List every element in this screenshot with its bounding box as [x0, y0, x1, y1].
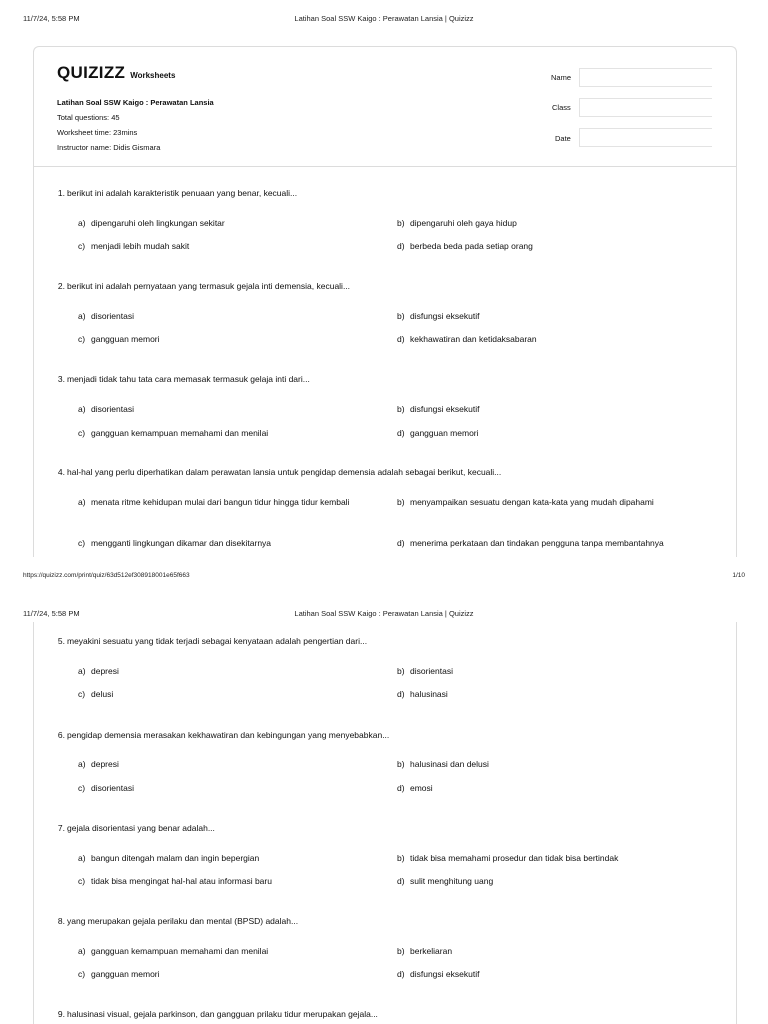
option-text: gangguan kemampuan memahami dan menilai	[91, 946, 269, 956]
total-questions: Total questions: 45	[57, 113, 120, 122]
option-letter: c)	[78, 689, 86, 699]
question-text: pengidap demensia merasakan kekhawatiran dan kebingungan yang menyebabkan...	[67, 730, 390, 740]
option-letter: a)	[78, 946, 86, 956]
option-text: dipengaruhi oleh gaya hidup	[410, 218, 517, 228]
option-text: disorientasi	[91, 311, 134, 321]
print-datetime: 11/7/24, 5:58 PM	[23, 14, 80, 23]
option-letter: c)	[78, 241, 86, 251]
option-letter: d)	[397, 334, 405, 344]
option-text: bangun ditengah malam dan ingin bepergian	[91, 853, 260, 863]
option-text: depresi	[91, 666, 119, 676]
print-page-title: Latihan Soal SSW Kaigo : Perawatan Lansia | Quizizz	[294, 14, 474, 23]
option-letter: a)	[78, 311, 86, 321]
option-letter: a)	[78, 218, 86, 228]
page-number: 1/10	[732, 572, 745, 579]
print-footer	[0, 572, 768, 584]
option-text: menyampaikan sesuatu dengan kata-kata yang mudah dipahami	[410, 497, 654, 507]
option-text: berkeliaran	[410, 946, 453, 956]
question-text: hal-hal yang perlu diperhatikan dalam perawatan lansia untuk pengidap demensia adalah sebagai berikut, kecuali...	[67, 467, 502, 477]
question-number: 7.	[57, 823, 65, 833]
question-number: 9.	[57, 1009, 65, 1019]
option-text: gangguan memori	[91, 969, 160, 979]
instructor-name: Instructor name: Didis Gismara	[57, 143, 161, 152]
option-letter: d)	[397, 969, 405, 979]
option-letter: b)	[397, 666, 405, 676]
option-letter: d)	[397, 428, 405, 438]
option-letter: d)	[397, 876, 405, 886]
worksheet-meta	[57, 95, 214, 155]
option-text: disorientasi	[410, 666, 453, 676]
question-number: 3.	[57, 374, 65, 384]
option-letter: b)	[397, 946, 405, 956]
option-letter: d)	[397, 689, 405, 699]
question-text: menjadi tidak tahu tata cara memasak termasuk gelaja inti dari...	[67, 374, 310, 384]
name-label: Name	[551, 73, 572, 82]
option-letter: a)	[78, 497, 86, 507]
question-text: meyakini sesuatu yang tidak terjadi sebagai kenyataan adalah pengertian dari...	[67, 636, 368, 646]
option-text: menata ritme kehidupan mulai dari bangun tidur hingga tidur kembali	[91, 497, 350, 507]
worksheet-title: Latihan Soal SSW Kaigo : Perawatan Lansia	[57, 98, 214, 107]
option-text: dipengaruhi oleh lingkungan sekitar	[91, 218, 225, 228]
option-text: halusinasi dan delusi	[410, 759, 489, 769]
option-letter: a)	[78, 666, 86, 676]
option-letter: b)	[397, 497, 405, 507]
quizizz-logo	[57, 63, 175, 83]
option-text: emosi	[410, 783, 433, 793]
option-letter: b)	[397, 759, 405, 769]
option-text: halusinasi	[410, 689, 448, 699]
option-text: berbeda beda pada setiap orang	[410, 241, 533, 251]
option-text: delusi	[91, 689, 114, 699]
print-datetime: 11/7/24, 5:58 PM	[23, 609, 80, 618]
question-number: 4.	[57, 467, 65, 477]
option-letter: a)	[78, 759, 86, 769]
option-letter: c)	[78, 876, 86, 886]
print-header	[0, 609, 768, 621]
question-number: 8.	[57, 916, 65, 926]
option-letter: b)	[397, 404, 405, 414]
option-letter: a)	[78, 853, 86, 863]
question-text: berikut ini adalah pernyataan yang termasuk gejala inti demensia, kecuali...	[67, 281, 351, 291]
print-page-title: Latihan Soal SSW Kaigo : Perawatan Lansia | Quizizz	[294, 609, 474, 618]
option-letter: b)	[397, 311, 405, 321]
option-text: disfungsi eksekutif	[410, 969, 480, 979]
option-letter: c)	[78, 334, 86, 344]
option-text: gangguan memori	[410, 428, 479, 438]
option-text: tidak bisa mengingat hal-hal atau informasi baru	[91, 876, 272, 886]
option-text: depresi	[91, 759, 119, 769]
option-text: gangguan memori	[91, 334, 160, 344]
date-field[interactable]	[579, 128, 712, 147]
question-text: gejala disorientasi yang benar adalah...	[67, 823, 215, 833]
option-letter: d)	[397, 538, 405, 548]
question-number: 1.	[57, 188, 65, 198]
option-letter: c)	[78, 783, 86, 793]
print-url: https://quizizz.com/print/quiz/63d512ef308918001e65f663	[23, 572, 190, 579]
option-letter: a)	[78, 404, 86, 414]
option-letter: b)	[397, 853, 405, 863]
brand-sub: Worksheets	[130, 71, 176, 80]
question-text: yang merupakan gejala perilaku dan mental (BPSD) adalah...	[67, 916, 299, 926]
option-text: tidak bisa memahami prosedur dan tidak bisa bertindak	[410, 853, 619, 863]
option-text: disfungsi eksekutif	[410, 311, 480, 321]
option-text: gangguan kemampuan memahami dan menilai	[91, 428, 269, 438]
question-text: halusinasi visual, gejala parkinson, dan gangguan prilaku tidur merupakan gejala...	[67, 1009, 378, 1019]
option-letter: b)	[397, 218, 405, 228]
option-text: disorientasi	[91, 783, 134, 793]
option-text: mengganti lingkungan dikamar dan disekitarnya	[91, 538, 272, 548]
option-letter: c)	[78, 428, 86, 438]
date-label: Date	[555, 134, 571, 143]
option-text: disfungsi eksekutif	[410, 404, 480, 414]
worksheet-time: Worksheet time: 23mins	[57, 128, 138, 137]
option-text: disorientasi	[91, 404, 134, 414]
option-letter: c)	[78, 538, 86, 548]
class-field[interactable]	[579, 98, 712, 117]
option-text: menerima perkataan dan tindakan pengguna tanpa membantahnya	[410, 538, 664, 548]
question-number: 2.	[57, 281, 65, 291]
class-label: Class	[552, 103, 571, 112]
question-text: berikut ini adalah karakteristik penuaan yang benar, kecuali...	[67, 188, 298, 198]
brand-name: QUIZIZZ	[57, 63, 126, 82]
question-number: 6.	[57, 730, 65, 740]
option-letter: d)	[397, 783, 405, 793]
option-text: sulit menghitung uang	[410, 876, 494, 886]
question-number: 5.	[57, 636, 65, 646]
option-letter: c)	[78, 969, 86, 979]
print-header	[0, 14, 768, 26]
name-field[interactable]	[579, 68, 712, 87]
option-text: kekhawatiran dan ketidaksabaran	[410, 334, 537, 344]
option-text: menjadi lebih mudah sakit	[91, 241, 190, 251]
option-letter: d)	[397, 241, 405, 251]
